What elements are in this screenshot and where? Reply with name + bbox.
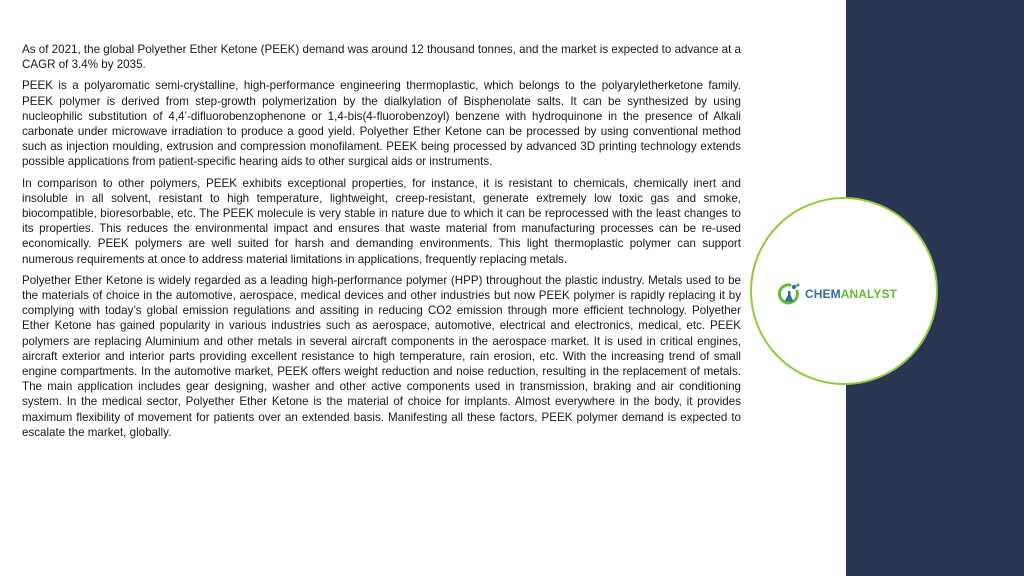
article-body (22, 42, 741, 446)
logo-text-analyst: ANALYST (840, 287, 897, 301)
logo-wordmark (805, 287, 897, 301)
paragraph-demand: As of 2021, the global Polyether Ether Ketone (PEEK) demand was around 12 thousand tonnes, and the market is expected to advance at a CAGR of 3.4% by 2035. (22, 43, 741, 72)
logo-circle (750, 197, 938, 385)
logo-text-chem: CHEM (805, 287, 841, 301)
paragraph-peek-definition: PEEK is a polyaromatic semi-crystalline, high-performance engineering thermoplastic, which belongs to the polyaryletherketone family. PEEK polymer is derived from step-growth polymerization by the dialkylation of Bisphenolate salts. It can be synthesized by using nucleophilic substitution of 4,4’-difluorobenzophenone or 1,4-bis(4-fluorobenzoyl) benzene with hydroquinone in the presence of Alkali carbonate under microwave irradiation to produce a good yield. Polyether Ether Ketone can be processed by using conventional method such as injection moulding, extrusion and compression monofilament. PEEK being processed by advanced 3D printing technology extends possible applications from patient-specific hearing aids to other surgical aids or instruments. (22, 79, 741, 169)
paragraph-properties: In comparison to other polymers, PEEK exhibits exceptional properties, for instance, it is resistant to chemicals, chemically inert and insoluble in all solvent, resistant to high temperature, lightweight, creep-resistant, generate extremely low toxic gas and smoke, biocompatible, bioresorbable, etc. The PEEK molecule is very stable in nature due to which it can be reprocessed with the least changes to its properties. This reduces the environmental impact and ensures that waste material from manufacturing processes can be re-used economically. PEEK polymers are well suited for harsh and demanding environments. This light thermoplastic polymer can support numerous requirements at once to address material limitations in applications, frequently replacing metals. (22, 176, 741, 266)
chemanalyst-logo (778, 279, 918, 309)
flask-molecule-icon (778, 282, 802, 306)
paragraph-applications: Polyether Ether Ketone is widely regarded as a leading high-performance polymer (HPP) throughout the plastic industry. Metals used to be the materials of choice in the automotive, aerospace, medical devices and other industries but now PEEK polymer is rapidly replacing it by complying with today’s global emission regulations and assiting in reducing CO2 emission through more efficient technology. Polyether Ether Ketone has gained popularity in various industries such as aerospace, automotive, electrical and electronics, medical, etc. PEEK polymers are replacing Aluminium and other metals in several aircraft components in the aerospace market. It is used in critical engines, aircraft exterior and interior parts providing excellent resistance to high temperature, rain erosion, etc. With the increasing trend of small engine compartments. In the automotive market, PEEK offers weight reduction and noise reduction, resulting in the replacement of metals. The main application includes gear designing, washer and other active components used in transmission, braking and air conditioning system. In the medical sector, Polyether Ether Ketone is the material of choice for implants. Almost everywhere in the body, it provides maximum flexibility of movement for patients over an extended basis. Manifesting all these factors, PEEK polymer demand is expected to escalate the market, globally. (22, 273, 741, 439)
